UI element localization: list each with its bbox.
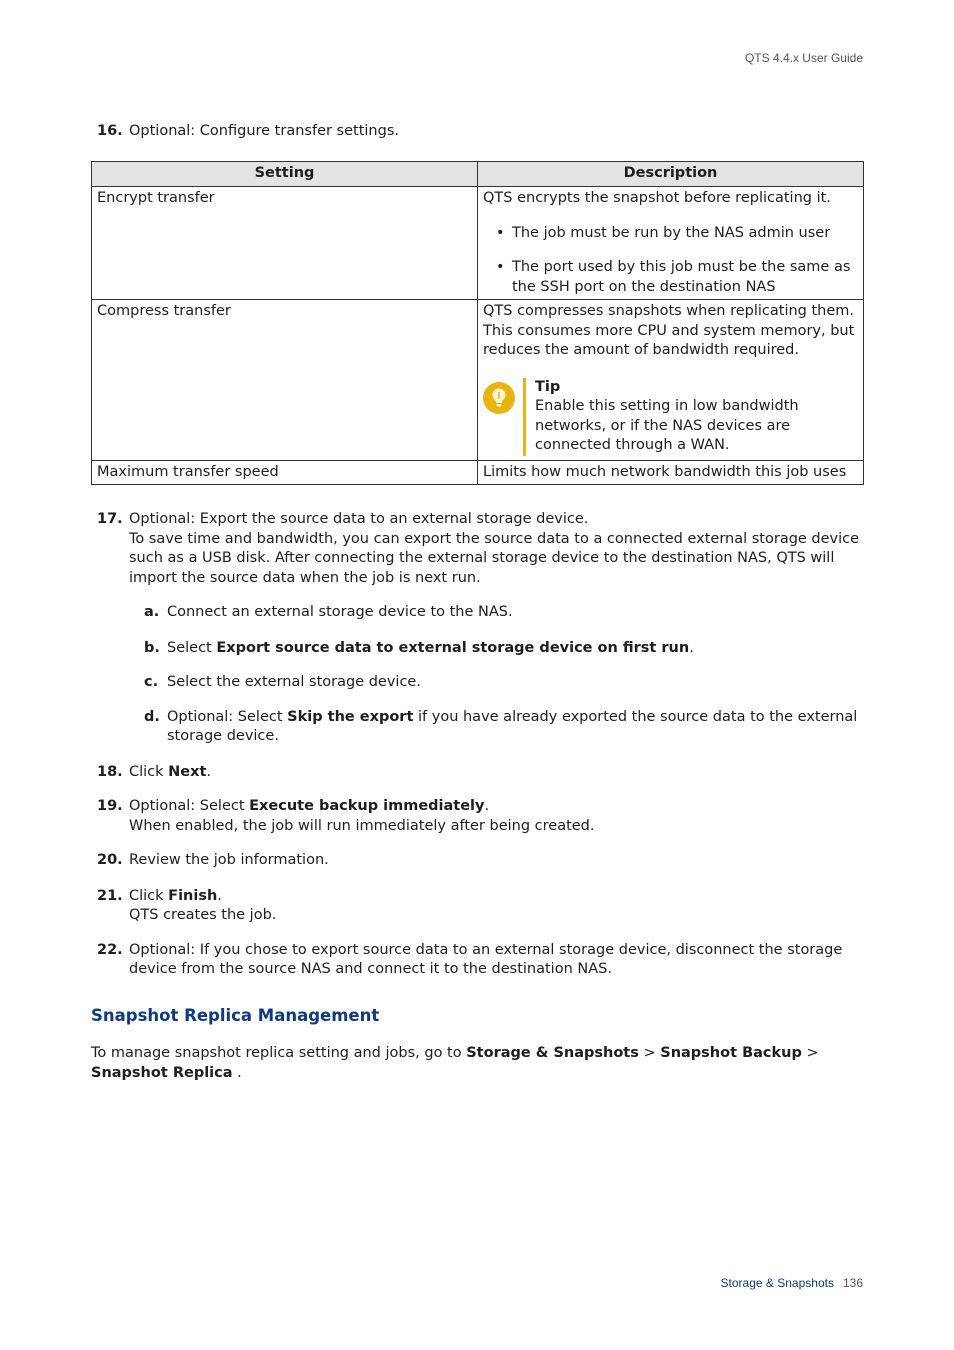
tip-title: Tip	[535, 378, 561, 395]
setting-cell: Maximum transfer speed	[92, 460, 478, 485]
step-text: Optional: Export the source data to an external storage device.	[129, 511, 589, 527]
substep-letter: a.	[144, 604, 160, 620]
list-item	[483, 224, 858, 244]
substep-b	[129, 639, 863, 659]
punctuation: .	[484, 798, 490, 814]
punctuation: .	[217, 887, 222, 904]
description-text: QTS compresses snapshots when replicating them. This consumes more CPU and system memory, but reduces the amount of bandwidth required.	[483, 303, 855, 358]
punctuation: .	[689, 639, 694, 656]
list-item-text: The port used by this job must be the same as the SSH port on the destination NAS	[512, 259, 851, 295]
running-footer	[721, 1276, 863, 1290]
bullet-icon: •	[496, 259, 505, 275]
setting-cell: Compress transfer	[92, 300, 478, 461]
nav-path-snapshot-replica: Snapshot Replica	[91, 1064, 233, 1081]
substep-a	[129, 603, 863, 623]
substep-text: Connect an external storage device to the NAS.	[167, 604, 513, 620]
tip-icon-wrapper	[483, 378, 523, 456]
step-19	[91, 797, 863, 836]
description-cell: Limits how much network bandwidth this job uses	[478, 460, 864, 485]
table-row	[92, 187, 864, 300]
lightbulb-icon	[483, 382, 515, 414]
section-heading: Snapshot Replica Management	[91, 1005, 380, 1025]
step-number: 16.	[97, 123, 123, 139]
paragraph-text: To manage snapshot replica setting and jobs, go to	[91, 1045, 467, 1061]
step-detail: When enabled, the job will run immediately after being created.	[129, 817, 595, 834]
substep-letter: b.	[144, 639, 160, 656]
ui-button-name: Finish	[168, 887, 218, 904]
substep-text: Select	[167, 639, 217, 656]
tip-callout	[483, 378, 858, 456]
step-text: Click	[129, 887, 169, 904]
setting-cell: Encrypt transfer	[92, 187, 478, 300]
list-item-text: The job must be run by the NAS admin user	[512, 224, 831, 241]
ui-option-name: Execute backup immediately	[249, 798, 485, 814]
step-20	[91, 851, 863, 871]
substep-d	[129, 708, 863, 747]
step-number: 21.	[97, 887, 123, 904]
step-text: Optional: If you chose to export source data to an external storage device, disconnect the storage device from the source NAS and connect it to the destination NAS.	[129, 941, 843, 977]
ui-option-name: Export source data to external storage device on first run	[216, 639, 690, 656]
bullet-icon: •	[496, 224, 505, 241]
lightbulb-icon-graphic	[483, 382, 515, 414]
step-detail: To save time and bandwidth, you can export the source data to a connected external storage device such as a USB disk. After connecting the external storage device to the destination NAS, QTS will import the source data when the job is next run.	[129, 530, 860, 586]
column-header-description: Description	[478, 161, 864, 187]
step-number: 17.	[97, 511, 123, 527]
tip-body	[523, 378, 858, 456]
step-text: Optional: Configure transfer settings.	[129, 123, 399, 139]
step-text: Click	[129, 763, 169, 780]
substep-text: Select the external storage device.	[167, 674, 421, 690]
nav-separator: >	[638, 1045, 661, 1061]
step-22	[91, 941, 863, 980]
substep-letter: d.	[144, 708, 160, 725]
column-header-setting: Setting	[92, 161, 478, 187]
step-21	[91, 887, 863, 926]
substep-letter: c.	[144, 674, 159, 690]
description-text: QTS encrypts the snapshot before replicating it.	[483, 190, 831, 206]
substep-text: Optional: Select	[167, 708, 288, 725]
nav-path-storage-snapshots: Storage & Snapshots	[466, 1045, 639, 1061]
ui-option-name: Skip the export	[287, 708, 414, 725]
description-cell	[478, 300, 864, 461]
step-number: 22.	[97, 941, 123, 958]
step-18	[91, 763, 863, 783]
list-item	[483, 258, 858, 297]
bullet-list	[483, 224, 858, 298]
footer-section-name: Storage & Snapshots	[720, 1276, 834, 1290]
substep-c	[129, 673, 863, 693]
tip-text: Enable this setting in low bandwidth networks, or if the NAS devices are connected through a WAN.	[535, 398, 799, 453]
description-cell	[478, 187, 864, 300]
page-number: 136	[842, 1276, 863, 1290]
transfer-settings-table	[91, 161, 864, 486]
step-number: 18.	[97, 763, 123, 780]
ui-button-name: Next	[168, 763, 207, 780]
nav-separator: >	[801, 1045, 819, 1061]
punctuation: .	[232, 1064, 242, 1081]
step-text: Optional: Select	[129, 798, 250, 814]
section-paragraph	[91, 1044, 863, 1083]
nav-path-snapshot-backup: Snapshot Backup	[660, 1045, 802, 1061]
step-number: 20.	[97, 852, 123, 868]
substep-text-tail: if you have already exported the source data to the external storage device.	[167, 708, 858, 744]
running-header: QTS 4.4.x User Guide	[744, 51, 863, 65]
table-header-row	[92, 161, 864, 187]
punctuation: .	[206, 763, 212, 780]
step-text: Review the job information.	[129, 852, 329, 868]
step-17	[91, 510, 863, 588]
step-16	[91, 122, 863, 142]
table-row	[92, 300, 864, 461]
page-content	[91, 122, 863, 1083]
step-detail: QTS creates the job.	[129, 907, 277, 923]
table-row	[92, 460, 864, 485]
step-number: 19.	[97, 798, 123, 814]
